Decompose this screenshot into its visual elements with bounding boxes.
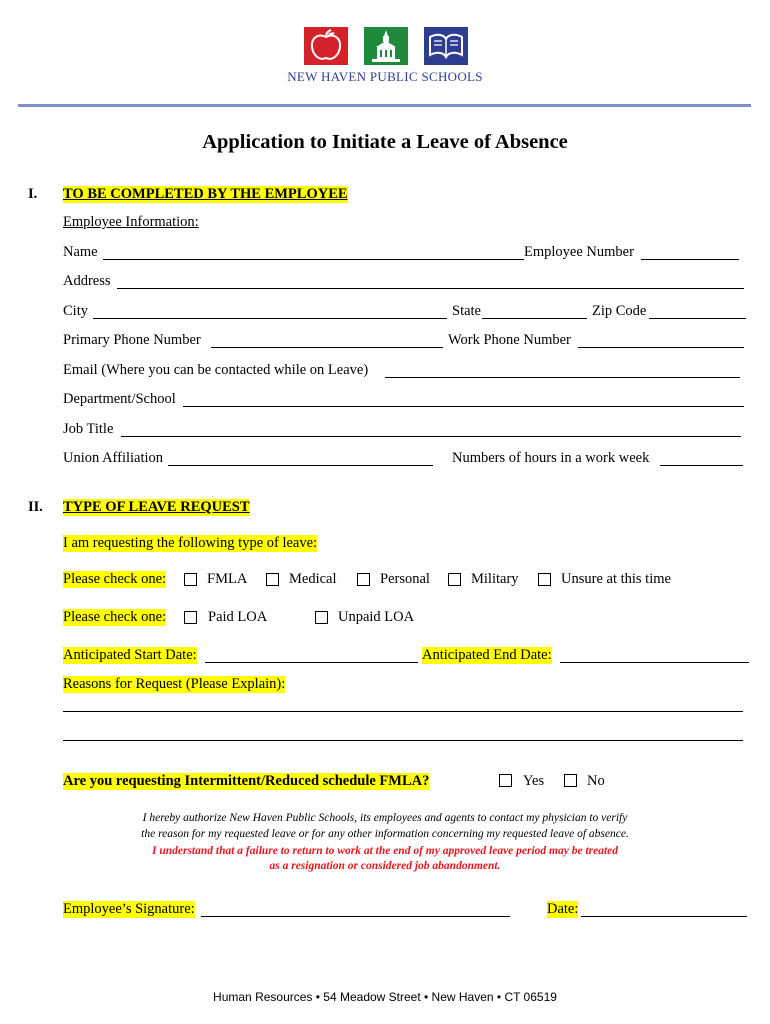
unpaid-loa-checkbox[interactable] (315, 611, 328, 624)
warning-line-1: I understand that a failure to return to work at the end of my approved leave period may be treated (151, 845, 619, 857)
primary-phone-field[interactable] (211, 347, 443, 348)
fmla-label: FMLA (207, 571, 248, 587)
authorization-line-2: the reason for my requested leave or for any other information concerning my requested leave of absence. (141, 828, 629, 840)
yes-label: Yes (523, 773, 545, 789)
warning-line-2: as a resignation or considered job abandonment. (269, 860, 501, 872)
zip-field[interactable] (649, 318, 746, 319)
primary-phone-label: Primary Phone Number (63, 332, 201, 348)
end-date-label: Anticipated End Date: (422, 647, 552, 663)
job-title-field[interactable] (121, 436, 741, 437)
city-label: City (63, 303, 88, 319)
section-2-heading: TYPE OF LEAVE REQUEST (63, 499, 250, 515)
department-field[interactable] (183, 406, 744, 407)
section-2-numeral: II. (28, 499, 43, 515)
job-title-label: Job Title (63, 421, 114, 437)
start-date-field[interactable] (205, 662, 418, 663)
unsure-checkbox[interactable] (538, 573, 551, 586)
org-name: NEW HAVEN PUBLIC SCHOOLS (287, 69, 483, 84)
book-icon (424, 27, 468, 65)
building-icon (364, 27, 408, 65)
union-label: Union Affiliation (63, 450, 164, 466)
page-title: Application to Initiate a Leave of Absence (202, 131, 568, 153)
start-date-label: Anticipated Start Date: (63, 647, 197, 663)
employee-info-subheading: Employee Information: (63, 214, 199, 230)
state-field[interactable] (482, 318, 587, 319)
email-field[interactable] (385, 377, 740, 378)
address-field[interactable] (117, 288, 744, 289)
no-label: No (587, 773, 605, 789)
check-one-label-1: Please check one: (63, 571, 167, 587)
work-phone-field[interactable] (578, 347, 744, 348)
reasons-label: Reasons for Request (Please Explain): (63, 676, 286, 692)
state-label: State (452, 303, 481, 319)
authorization-line-1: I hereby authorize New Haven Public Schools, its employees and agents to contact my physician to verify (142, 812, 628, 824)
reasons-field-line-2[interactable] (63, 740, 743, 741)
name-field[interactable] (103, 259, 524, 260)
union-field[interactable] (168, 465, 433, 466)
apple-icon (304, 27, 348, 65)
city-field[interactable] (93, 318, 447, 319)
building-logo-tile (364, 27, 408, 65)
address-label: Address (63, 273, 111, 289)
yes-checkbox[interactable] (499, 774, 512, 787)
medical-label: Medical (289, 571, 337, 587)
no-checkbox[interactable] (564, 774, 577, 787)
date-label: Date: (547, 901, 579, 917)
book-logo-tile (424, 27, 468, 65)
intermittent-question: Are you requesting Intermittent/Reduced schedule FMLA? (63, 773, 430, 789)
signature-field[interactable] (201, 916, 510, 917)
name-label: Name (63, 244, 98, 260)
employee-number-field[interactable] (641, 259, 739, 260)
military-checkbox[interactable] (448, 573, 461, 586)
apple-logo-tile (304, 27, 348, 65)
paid-loa-checkbox[interactable] (184, 611, 197, 624)
employee-number-label: Employee Number (524, 244, 634, 260)
work-phone-label: Work Phone Number (448, 332, 571, 348)
hours-label: Numbers of hours in a work week (452, 450, 650, 466)
unsure-label: Unsure at this time (561, 571, 671, 587)
zip-label: Zip Code (592, 303, 647, 319)
paid-loa-label: Paid LOA (208, 609, 268, 625)
personal-checkbox[interactable] (357, 573, 370, 586)
signature-label: Employee’s Signature: (63, 901, 195, 917)
date-field[interactable] (581, 916, 747, 917)
department-label: Department/School (63, 391, 176, 407)
reasons-field-line-1[interactable] (63, 711, 743, 712)
email-label: Email (Where you can be contacted while on Leave) (63, 362, 369, 378)
section-1-numeral: I. (28, 186, 38, 202)
fmla-checkbox[interactable] (184, 573, 197, 586)
section-1-heading: TO BE COMPLETED BY THE EMPLOYEE (63, 186, 348, 202)
unpaid-loa-label: Unpaid LOA (338, 609, 415, 625)
medical-checkbox[interactable] (266, 573, 279, 586)
leave-intro: I am requesting the following type of leave: (63, 535, 318, 551)
footer-address: Human Resources • 54 Meadow Street • New Haven • CT 06519 (213, 990, 557, 1004)
hours-field[interactable] (660, 465, 743, 466)
personal-label: Personal (380, 571, 430, 587)
end-date-field[interactable] (560, 662, 749, 663)
header-divider (18, 104, 751, 107)
check-one-label-2: Please check one: (63, 609, 167, 625)
military-label: Military (471, 571, 519, 587)
